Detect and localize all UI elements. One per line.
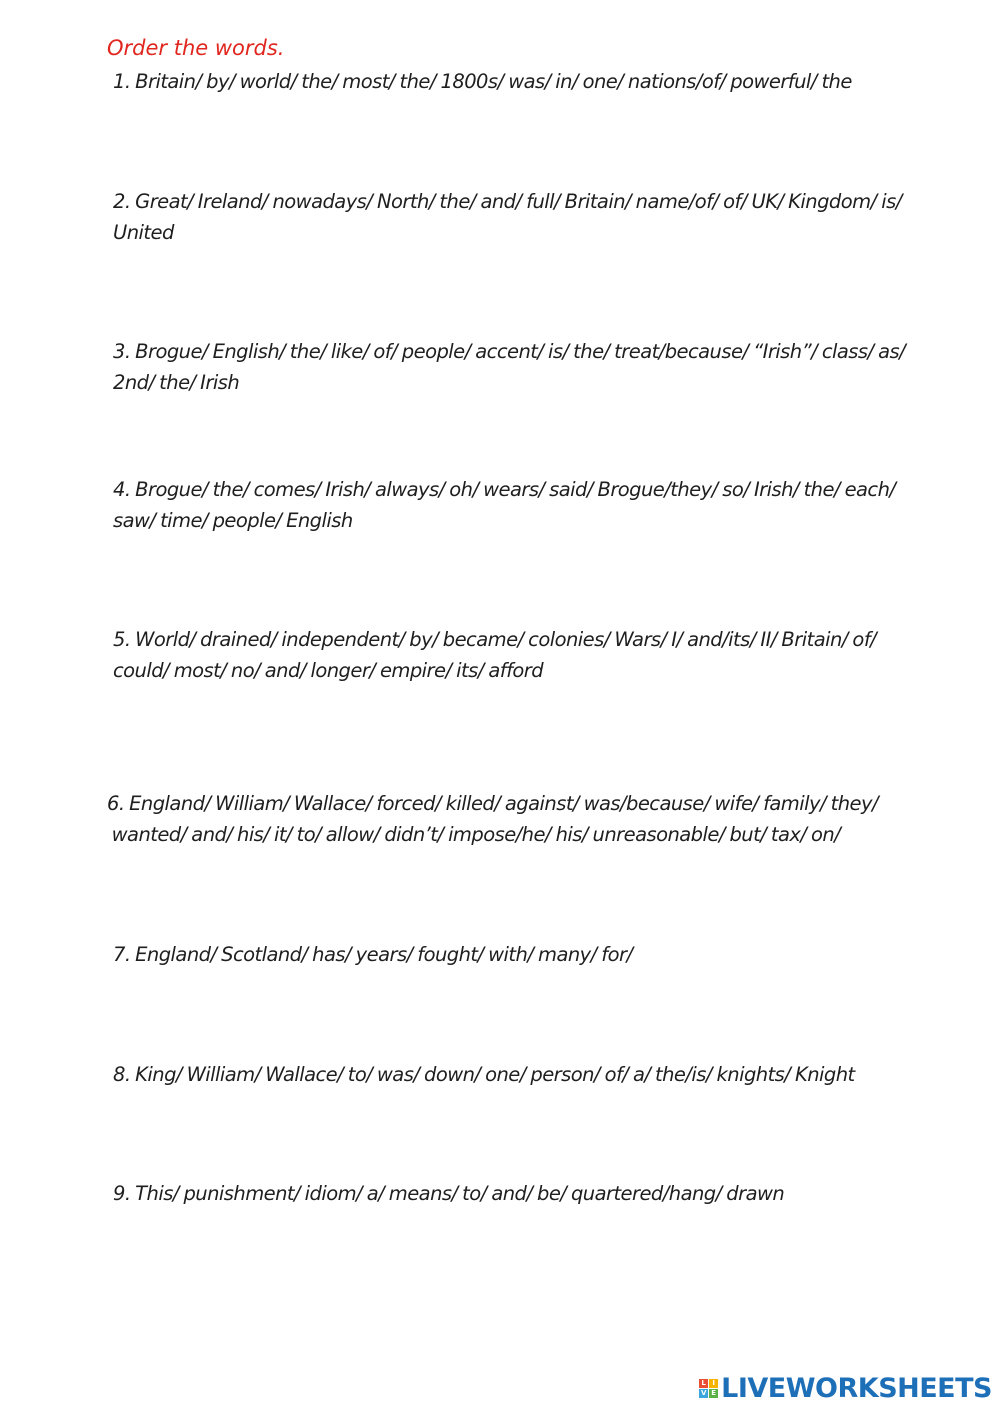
- exercise-item-8: 8. King/ William/ Wallace/ to/ was/ down/ one/ person/ of/ a/ the/is/ knights/ Knight: [113, 1063, 855, 1086]
- liveworksheets-logo-text: LIVEWORKSHEETS: [721, 1372, 992, 1404]
- exercise-item-3: 3. Brogue/ English/ the/ like/ of/ people/ accent/ is/ the/ treat/because/ “Irish”/ class/ as/ 2nd/ the/ Irish: [113, 340, 906, 394]
- liveworksheets-logo-icon: L I V E: [699, 1379, 718, 1398]
- exercise-item-6: 6. England/ William/ Wallace/ forced/ killed/ against/ was/because/ wife/ family/ they/ wanted/ and/ his/ it/ to/ allow/ didn’t/ impose/he/ his/ unreasonable/ but/ tax/ on/: [107, 792, 878, 846]
- exercise-item-2: 2. Great/ Ireland/ nowadays/ North/ the/ and/ full/ Britain/ name/of/ of/ UK/ Kingdom/ is/ United: [113, 190, 902, 244]
- exercise-item-4: 4. Brogue/ the/ comes/ Irish/ always/ oh/ wears/ said/ Brogue/they/ so/ Irish/ the/ each/ saw/ time/ people/ English: [113, 478, 896, 532]
- exercise-item-5: 5. World/ drained/ independent/ by/ became/ colonies/ Wars/ I/ and/its/ II/ Britain/ of/ could/ most/ no/ and/ longer/ empire/ its/ afford: [113, 628, 877, 682]
- exercise-item-9: 9. This/ punishment/ idiom/ a/ means/ to/ and/ be/ quartered/hang/ drawn: [113, 1182, 785, 1205]
- exercise-item-7: 7. England/ Scotland/ has/ years/ fought/ with/ many/ for/: [113, 943, 633, 966]
- exercise-item-1: 1. Britain/ by/ world/ the/ most/ the/ 1800s/ was/ in/ one/ nations/of/ powerful/ the: [113, 70, 852, 93]
- worksheet-instruction: Order the words.: [107, 36, 285, 60]
- liveworksheets-logo: [699, 1371, 992, 1405]
